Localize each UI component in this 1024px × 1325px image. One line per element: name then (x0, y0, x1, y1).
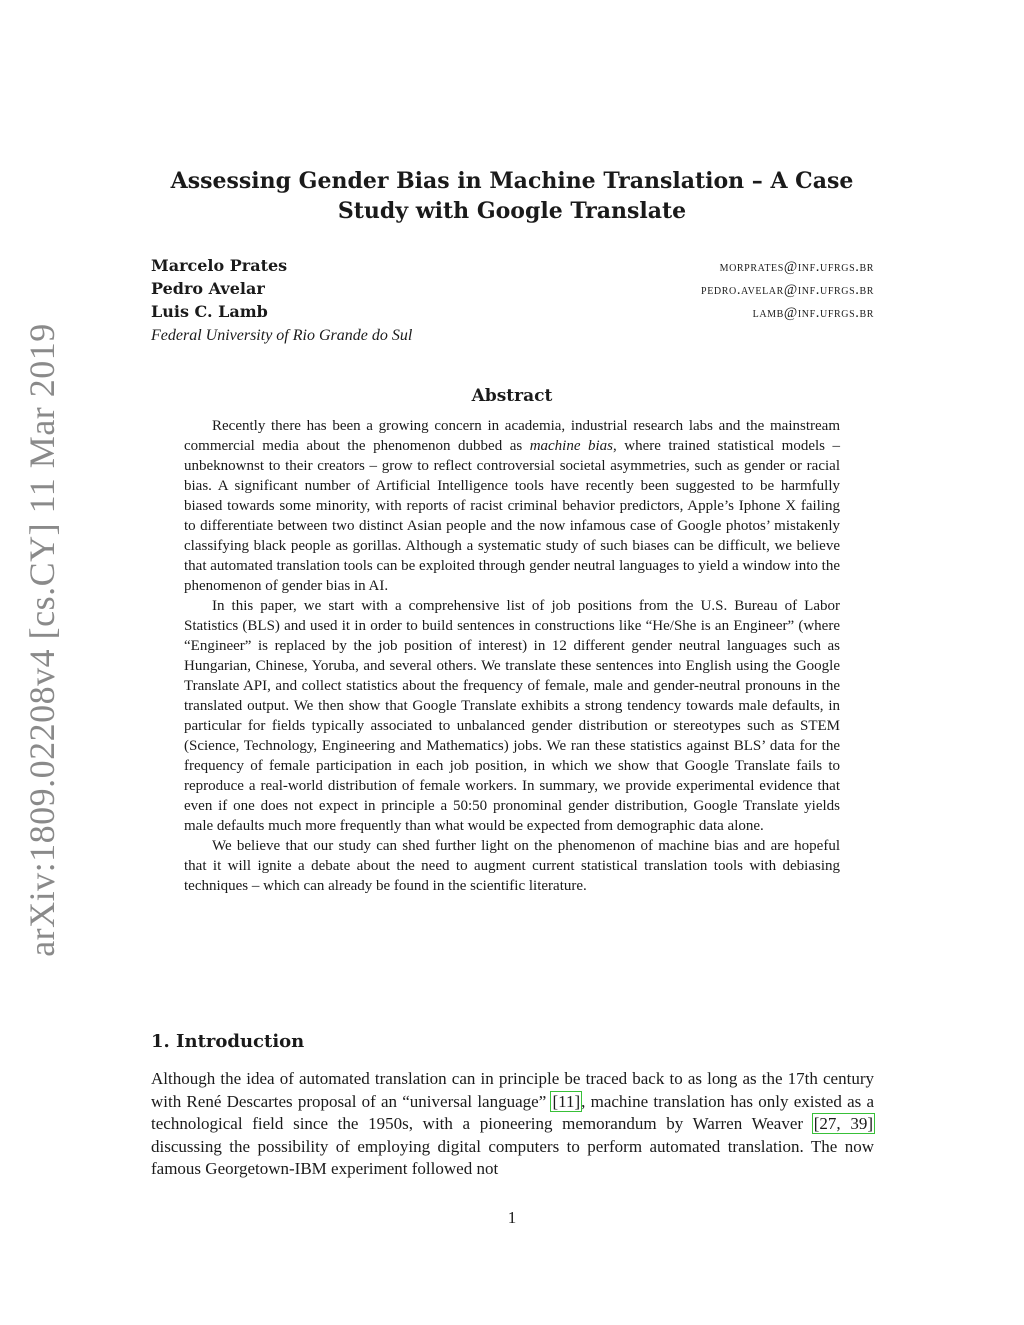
introduction-body (151, 1068, 874, 1181)
author-name: Luis C. Lamb (151, 302, 268, 321)
author-email: morprates@inf.ufrgs.br (719, 259, 874, 275)
author-row (151, 279, 874, 302)
body-text: Although the idea of automated translation can in principle be traced back to as long as the 17th century with René Descartes proposal of an “universal language” (151, 1069, 874, 1111)
page-number: 1 (507, 1208, 517, 1227)
abstract-paragraph (184, 416, 840, 596)
abstract-heading: Abstract (471, 386, 553, 406)
author-row (151, 302, 874, 325)
body-text: , machine translation has only existed as a technological field since the 1950s, with a pioneering memorandum by Warren Weaver (151, 1091, 874, 1134)
arxiv-identifier-stamp: arXiv:1809.02208v4 [cs.CY] 11 Mar 2019 (22, 323, 62, 957)
author-email: pedro.avelar@inf.ufrgs.br (701, 282, 874, 298)
author-name: Marcelo Prates (151, 256, 288, 275)
author-block (151, 256, 874, 345)
abstract-body (184, 416, 840, 896)
emphasis-machine-bias: machine bias (529, 438, 614, 454)
affiliation: Federal University of Rio Grande do Sul (151, 327, 413, 344)
citation-link[interactable]: [27, 39] (813, 1114, 873, 1134)
citation-link[interactable]: [11] (552, 1091, 581, 1111)
abstract-paragraph: In this paper, we start with a comprehensive list of job positions from the U.S. Bureau of Labor Statistics (BLS) and used it in order to build sentences in constructions like “He/She is an Engineer” (where “Engineer” is replaced by the job position of interest) in 12 different gender neutral languages such as Hungarian, Chinese, Yoruba, and several others. We translate these sentences into English using the Google Translate API, and collect statistics about the frequency of female, male and gender-neutral pronouns in the translated output. We then show that Google Translate exhibits a strong tendency towards male defaults, in particular for fields typically associated to unbalanced gender distribution or stereotypes such as STEM (Science, Technology, Engineering and Mathematics) jobs. We ran these statistics against BLS’ data for the frequency of female participation in each job position, in which we show that Google Translate fails to reproduce a real-world distribution of female workers. In summary, we provide experimental evidence that even if one does not expect in principle a 50:50 pronominal gender distribution, Google Translate yields male defaults much more frequently than what would be expected from demographic data alone. (184, 598, 840, 834)
abstract-paragraph: We believe that our study can shed further light on the phenomenon of machine bias and are hopeful that it will ignite a debate about the need to augment current statistical translation tools with debiasing techniques – which can already be found in the scientific literature. (184, 838, 840, 894)
body-text: discussing the possibility of employing digital computers to perform automated translation. The now famous Georgetown-IBM experiment followed not (151, 1136, 874, 1179)
author-row (151, 256, 874, 279)
paper-title: Assessing Gender Bias in Machine Translation – A Case Study with Google Translate (170, 168, 854, 224)
abstract-text: Recently there has been a growing concern in academia, industrial research labs and the mainstream commercial media about the phenomenon dubbed as (184, 418, 840, 454)
introduction-paragraph (151, 1068, 874, 1181)
section-heading-introduction: 1. Introduction (151, 1031, 305, 1052)
author-name: Pedro Avelar (151, 279, 265, 298)
abstract-text: , where trained statistical models – unbeknownst to their creators – grow to reflect controversial societal asymmetries, such as gender or racial bias. A significant number of Artificial Intelligence tools have recently been suggested to be harmfully biased towards some minority, with reports of racist criminal behavior predictors, Apple’s Iphone X failing to differentiate between two distinct Asian people and the now infamous case of Google photos’ mistakenly classifying black people as gorillas. Although a systematic study of such biases can be difficult, we believe that automated translation tools can be exploited through gender neutral languages to yield a window into the phenomenon of gender bias in AI. (184, 438, 841, 594)
author-email: lamb@inf.ufrgs.br (752, 305, 874, 321)
